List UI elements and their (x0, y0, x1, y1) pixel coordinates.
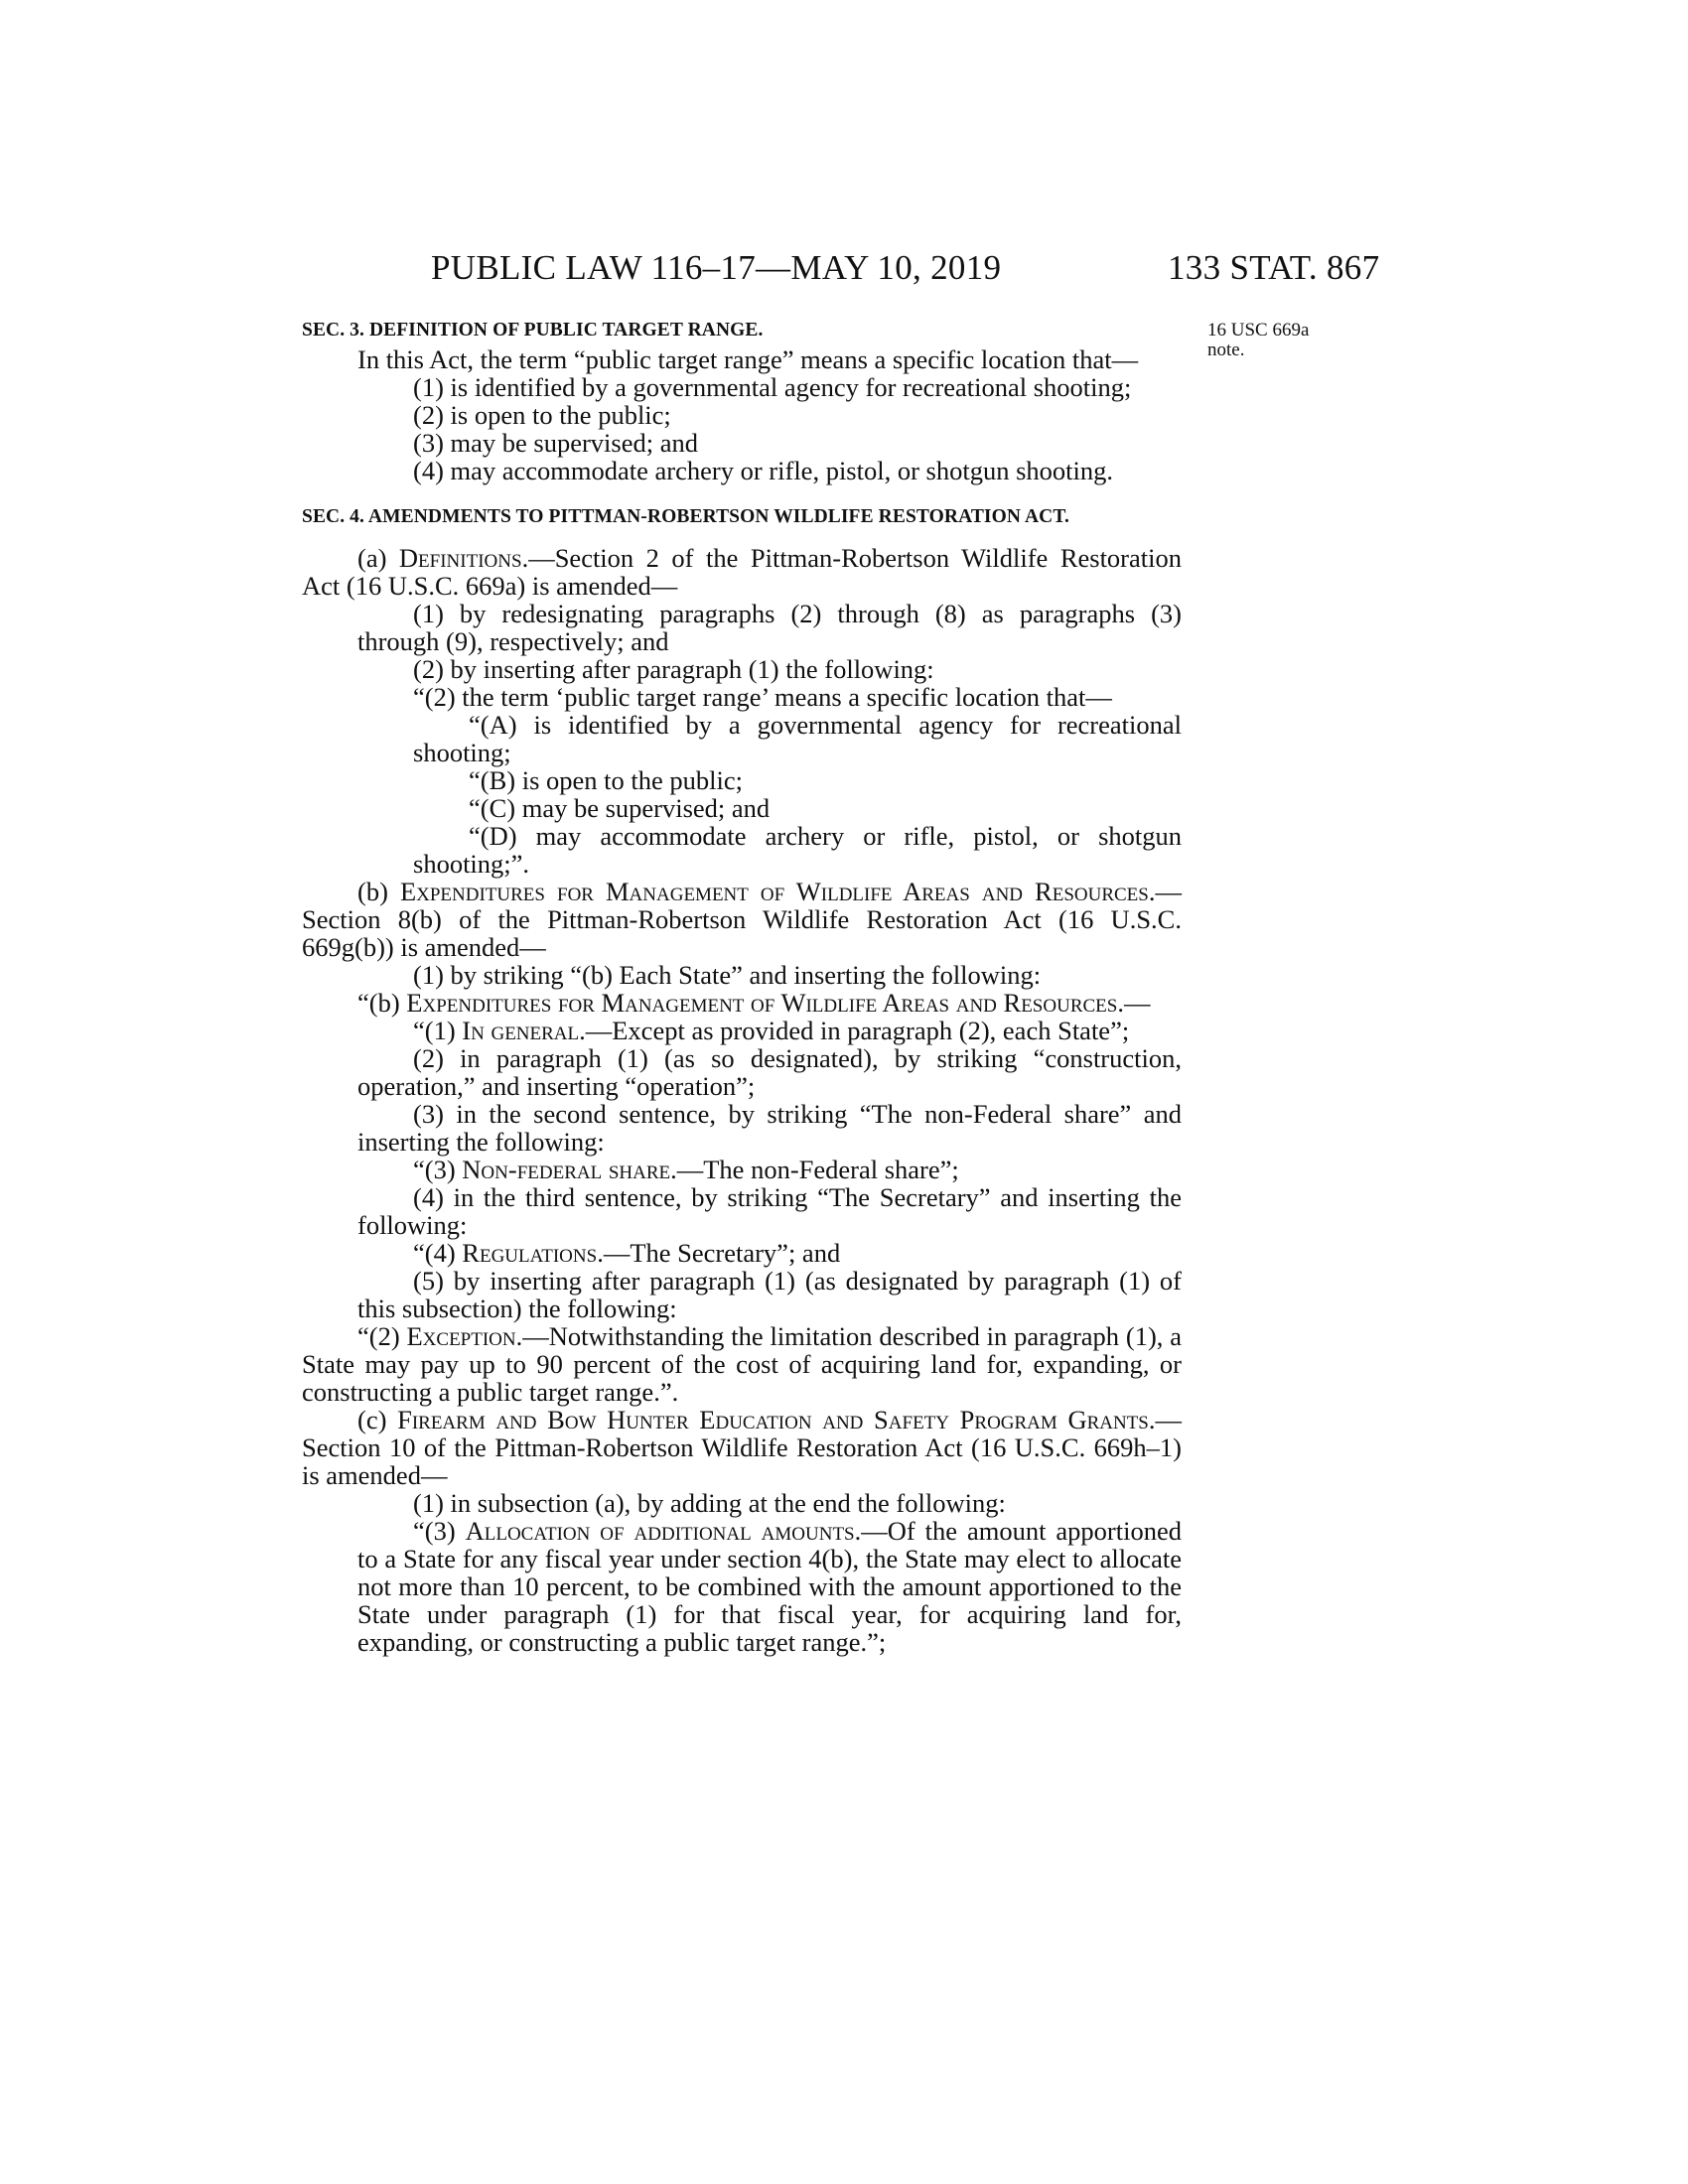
subsection-a-quote-c: “(C) may be supervised; and (469, 793, 771, 823)
margin-note-citation: 16 USC 669a (1207, 320, 1310, 341)
section-3-item-3: (3) may be supervised; and (413, 428, 698, 458)
section-4 (302, 504, 1182, 1656)
subsection-a-item-1: (1) by redesignating paragraphs (2) through (8) as paragraphs (3) through (9), respectively; and (357, 599, 1182, 656)
subsection-b-item-3: (3) in the second sentence, by striking “The non-Federal share” and inserting the following: (357, 1099, 1182, 1157)
subsection-c-quote-3: “(3) Allocation of additional amounts.—Of the amount apportioned to a State for any fiscal year under section 4(b), the State may elect to allocate not more than 10 percent, to be combined with the amount apportioned to the State under paragraph (1) for that fiscal year, for acquiring land for, expanding, or constructing a public target range.”; (357, 1516, 1182, 1657)
subsection-b-quote-b: “(b) Expenditures for Management of Wildlife Areas and Resources.— (357, 988, 1151, 1018)
subsection-c-item-1: (1) in subsection (a), by adding at the end the following: (413, 1488, 1006, 1518)
section-4-heading: SEC. 4. AMENDMENTS TO PITTMAN-ROBERTSON WILDLIFE RESTORATION ACT. (302, 506, 1069, 527)
subsection-a: (a) Definitions.—Section 2 of the Pittman-Robertson Wildlife Restoration Act (16 U.S.C. 669a) is amended— (302, 543, 1182, 601)
subsection-b-item-1: (1) by striking “(b) Each State” and inserting the following: (413, 960, 1042, 990)
subsection-b-caption: Expenditures for Management of Wildlife Areas and Resources (399, 877, 1149, 906)
subsection-c-caption: Firearm and Bow Hunter Education and Safety Program Grants (397, 1405, 1149, 1434)
section-3-item-4: (4) may accommodate archery or rifle, pistol, or shotgun shooting. (413, 456, 1114, 485)
subsection-b-item-5: (5) by inserting after paragraph (1) (as designated by paragraph (1) of this subsection) the following: (357, 1266, 1182, 1323)
section-3-item-2: (2) is open to the public; (413, 400, 671, 430)
margin-note-suffix: note. (1207, 340, 1245, 360)
subsection-a-item-2: (2) by inserting after paragraph (1) the following: (413, 654, 934, 684)
subsection-a-quote-d: “(D) may accommodate archery or rifle, pistol, or shotgun shooting;”. (413, 821, 1182, 879)
subsection-b: (b) Expenditures for Management of Wildlife Areas and Resources.—Section 8(b) of the Pittman-Robertson Wildlife Restoration Act (16 U.S.C. 669g(b)) is amended— (302, 877, 1182, 962)
subsection-b-item-2: (2) in paragraph (1) (as so designated), by striking “construction, operation,” and inserting “operation”; (357, 1043, 1182, 1101)
section-3-intro: In this Act, the term “public target range” means a specific location that— (357, 344, 1139, 374)
subsection-b-item-4: (4) in the third sentence, by striking “The Secretary” and inserting the following: (357, 1182, 1182, 1240)
page-number: 133 STAT. 867 (1168, 248, 1380, 287)
margin-note (1207, 321, 1376, 360)
page-header (0, 248, 1688, 298)
section-3-heading: SEC. 3. DEFINITION OF PUBLIC TARGET RANGE. (302, 320, 764, 341)
document-body (302, 318, 1182, 1656)
subsection-b-quote-1: “(1) In general.—Except as provided in paragraph (2), each State”; (413, 1016, 1130, 1045)
subsection-a-quote-a: “(A) is identified by a governmental agency for recreational shooting; (413, 710, 1182, 767)
subsection-b-quote-2: “(2) Exception.—Notwithstanding the limitation described in paragraph (1), a State may pay up to 90 percent of the cost of acquiring land for, expanding, or constructing a public target range.”. (302, 1321, 1182, 1407)
subsection-c: (c) Firearm and Bow Hunter Education and Safety Program Grants.—Section 10 of the Pittman-Robertson Wildlife Restoration Act (16 U.S.C. 669h–1) is amended— (302, 1405, 1182, 1490)
subsection-a-quote-intro: “(2) the term ‘public target range’ means a specific location that— (413, 682, 1112, 712)
subsection-b-quote-4: “(4) Regulations.—The Secretary”; and (413, 1238, 841, 1268)
subsection-a-caption: Definitions (398, 543, 522, 573)
section-3-item-1: (1) is identified by a governmental agency for recreational shooting; (413, 372, 1132, 402)
subsection-a-quote-b: “(B) is open to the public; (469, 765, 743, 795)
section-3 (302, 318, 1182, 484)
running-head: PUBLIC LAW 116–17—MAY 10, 2019 (431, 248, 1002, 287)
subsection-b-quote-3: “(3) Non-federal share.—The non-Federal share”; (413, 1155, 959, 1184)
